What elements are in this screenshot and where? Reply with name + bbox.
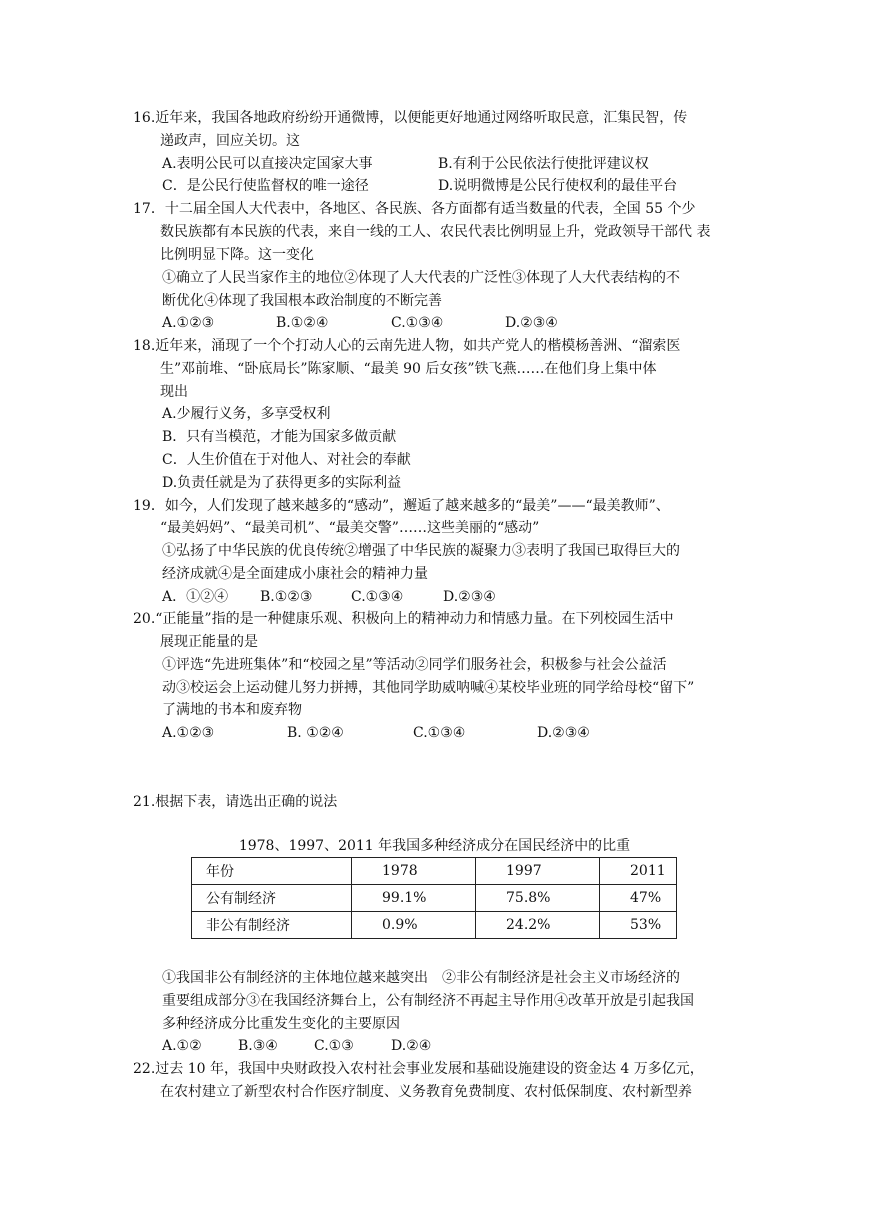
q16-option-c: C．是公民行使监督权的唯一途径 xyxy=(162,178,369,194)
q16-option-d: D.说明微博是公民行使权利的最佳平台 xyxy=(438,178,678,194)
q17-statements-line2: 断优化④体现了我国根本政治制度的不断完善 xyxy=(162,293,442,309)
q21-option-c: C.①③ xyxy=(314,1038,354,1054)
q20-option-d: D.②③④ xyxy=(537,725,590,741)
q19-statements-line2: 经济成就④是全面建成小康社会的精神力量 xyxy=(162,566,428,582)
q18-stem-line2: 生”邓前堆、“卧底局长”陈家顺、“最美 90 后女孩”铁飞燕……在他们身上集中体 xyxy=(160,361,657,377)
table-header-cell: 1997 xyxy=(476,858,600,885)
q20-statements-line2: 动③校运会上运动健儿努力拼搏，其他同学助威呐喊④某校毕业班的同学给母校“留下” xyxy=(162,680,695,696)
q19-option-b: B.①②③ xyxy=(260,589,313,605)
q17-option-d: D.②③④ xyxy=(505,315,558,331)
table-header-cell: 1978 xyxy=(352,858,476,885)
table-header-cell: 2011 xyxy=(600,858,677,885)
q18-option-a: A.少履行义务，多享受权利 xyxy=(162,406,331,422)
table-row xyxy=(192,912,677,939)
q18-stem-line3: 现出 xyxy=(160,384,188,400)
q19-option-a: A．①②④ xyxy=(162,589,229,605)
q16-option-b: B.有利于公民依法行使批评建议权 xyxy=(438,156,649,172)
q21-statements-line3: 多种经济成分比重发生变化的主要原因 xyxy=(162,1016,400,1032)
q17-statements-line1: ①确立了人民当家作主的地位②体现了人大代表的广泛性③体现了人大代表结构的不 xyxy=(162,270,680,286)
q21-statements-line1: ①我国非公有制经济的主体地位越来越突出 ②非公有制经济是社会主义市场经济的 xyxy=(162,970,680,986)
q19-stem-line2: “最美妈妈”、“最美司机”、“最美交警”……这些美丽的“感动” xyxy=(160,520,540,536)
q20-stem-line1: 20.“正能量”指的是一种健康乐观、积极向上的精神动力和情感力量。在下列校园生活中 xyxy=(133,611,674,627)
q17-option-b: B.①②④ xyxy=(276,315,329,331)
q19-statements-line1: ①弘扬了中华民族的优良传统②增强了中华民族的凝聚力③表明了我国已取得巨大的 xyxy=(162,543,680,559)
q16-stem-line1: 16.近年来，我国各地政府纷纷开通微博，以便能更好地通过网络听取民意，汇集民智，传 xyxy=(133,110,688,126)
q19-stem-line1: 19．如今，人们发现了越来越多的“感动”，邂逅了越来越多的“最美”——“最美教师”、 xyxy=(133,498,670,514)
q20-option-a: A.①②③ xyxy=(162,725,215,741)
q22-stem-line2: 在农村建立了新型农村合作医疗制度、义务教育免费制度、农村低保制度、农村新型养 xyxy=(160,1084,692,1100)
table-cell: 75.8% xyxy=(476,885,600,912)
q20-option-c: C.①③④ xyxy=(413,725,466,741)
table-cell: 公有制经济 xyxy=(192,885,352,912)
q17-stem-line3: 比例明显下降。这一变化 xyxy=(160,247,314,263)
q17-stem-line2: 数民族都有本民族的代表，来自一线的工人、农民代表比例明显上升，党政领导干部代 表 xyxy=(160,224,711,240)
table-cell: 0.9% xyxy=(352,912,476,939)
q18-option-d: D.负责任就是为了获得更多的实际利益 xyxy=(162,475,402,491)
q21-option-a: A.①② xyxy=(162,1038,202,1054)
q21-option-d: D.②④ xyxy=(391,1038,432,1054)
q17-option-a: A.①②③ xyxy=(162,315,215,331)
table-cell: 47% xyxy=(600,885,677,912)
table-header-row xyxy=(192,858,677,885)
q20-statements-line1: ①评选“先进班集体”和“校园之星”等活动②同学们服务社会，积极参与社会公益活 xyxy=(162,657,667,673)
q18-option-b: B．只有当模范，才能为国家多做贡献 xyxy=(162,429,397,445)
table-header-cell: 年份 xyxy=(192,858,352,885)
table-cell: 非公有制经济 xyxy=(192,912,352,939)
q17-stem-line1: 17．十二届全国人大代表中，各地区、各民族、各方面都有适当数量的代表，全国 55 个少 xyxy=(133,201,696,217)
q20-statements-line3: 了满地的书本和废弃物 xyxy=(162,702,302,718)
q17-option-c: C.①③④ xyxy=(391,315,444,331)
q21-stem: 21.根据下表，请选出正确的说法 xyxy=(133,794,338,810)
q18-option-c: C．人生价值在于对他人、对社会的奉献 xyxy=(162,452,411,468)
q20-option-b: B. ①②④ xyxy=(287,725,344,741)
q18-stem-line1: 18.近年来，涌现了一个个打动人心的云南先进人物，如共产党人的楷模杨善洲、“溜索医 xyxy=(133,338,681,354)
q19-option-d: D.②③④ xyxy=(443,589,496,605)
q21-option-b: B.③④ xyxy=(238,1038,278,1054)
q20-stem-line2: 展现正能量的是 xyxy=(160,634,258,650)
q16-option-a: A.表明公民可以直接决定国家大事 xyxy=(162,156,373,172)
table-row xyxy=(192,885,677,912)
economy-share-table xyxy=(191,857,677,939)
table-cell: 24.2% xyxy=(476,912,600,939)
table-cell: 99.1% xyxy=(352,885,476,912)
q16-stem-line2: 递政声，回应关切。这 xyxy=(160,133,300,149)
q19-option-c: C.①③④ xyxy=(351,589,404,605)
table-cell: 53% xyxy=(600,912,677,939)
q22-stem-line1: 22.过去 10 年，我国中央财政投入农村社会事业发展和基础设施建设的资金达 4 万多亿元， xyxy=(133,1061,704,1077)
q21-statements-line2: 重要组成部分③在我国经济舞台上，公有制经济不再起主导作用④改革开放是引起我国 xyxy=(162,993,694,1009)
table-caption: 1978、1997、2011 年我国多种经济成分在国民经济中的比重 xyxy=(238,838,631,854)
